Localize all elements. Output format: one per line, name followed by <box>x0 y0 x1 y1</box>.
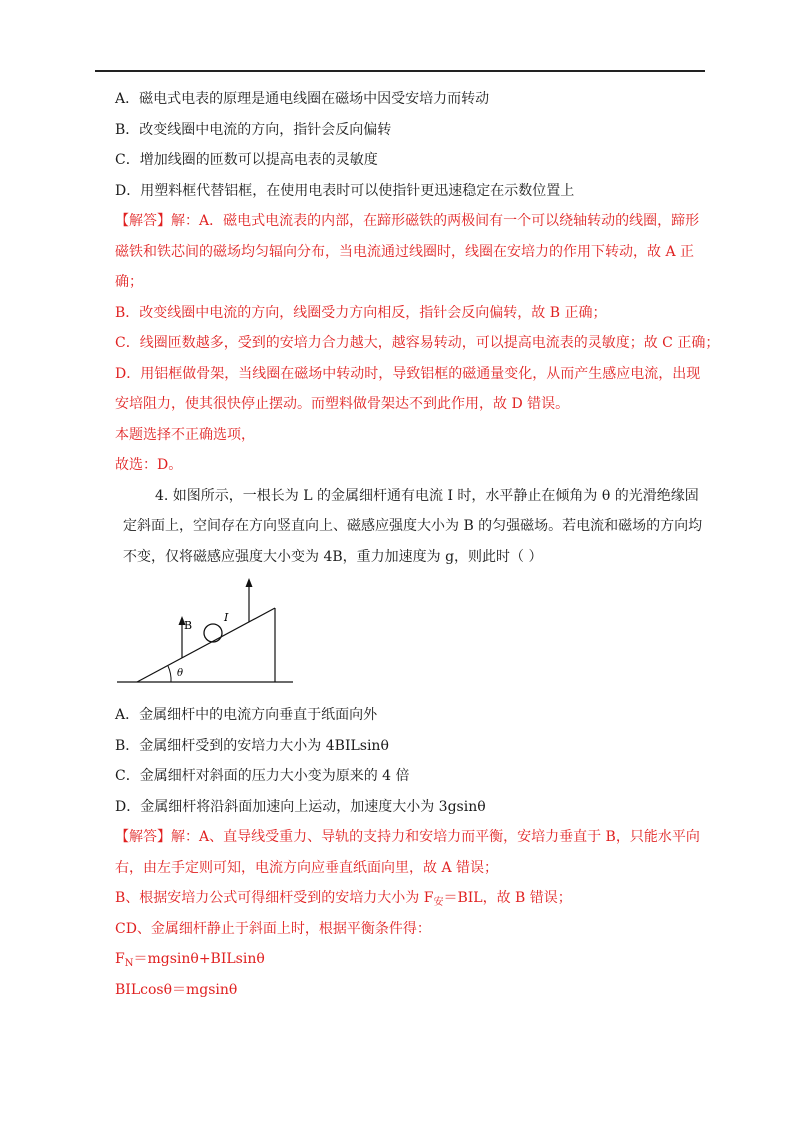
option-a: A．磁电式电表的原理是通电线圈在磁场中因受安培力而转动 <box>115 91 490 107</box>
current-label-i: I <box>224 611 229 624</box>
option-b: B．改变线圈中电流的方向，指针会反向偏转 <box>115 121 392 138</box>
incline-surface <box>137 608 275 682</box>
answer-line: 【解答】解：A、直导线受重力、导轨的支持力和安培力而平衡，安培力垂直于 B，只能水平向 <box>115 829 700 845</box>
equation-line: $F_N=mgsin\theta+BILsin\theta$ <box>115 951 265 969</box>
answer-line: 磁铁和铁芯间的磁场均匀辐向分布，当电流通过线圈时，线圈在安培力的作用下转动，故 A 正 <box>115 243 695 260</box>
theta-label: θ <box>177 668 184 679</box>
answer-line: 安培阻力，使其很快停止摆动。而塑料做骨架达不到此作用，故 D 错误。 <box>115 396 570 412</box>
answer-line: 本题选择不正确选项， <box>115 426 255 443</box>
question-stem: 定斜面上，空间存在方向竖直向上、磁感应强度大小为 B 的匀强磁场。若电流和磁场的方向均 <box>123 518 703 534</box>
answer-line: C．线圈匝数越多，受到的安培力合力越大，越容易转动，可以提高电流表的灵敏度；故 C 正确； <box>115 335 720 351</box>
incline-figure <box>115 578 315 690</box>
answer-line: 右，由左手定则可知，电流方向应垂直纸面向里，故 A 错误； <box>115 859 499 876</box>
angle-arc <box>168 666 171 682</box>
option-c: C．金属细杆对斜面的压力大小变为原来的 4 倍 <box>115 768 410 784</box>
field-label-b: B <box>184 619 193 632</box>
option-b: B．金属细杆受到的安培力大小为 4BILsinθ <box>115 737 389 754</box>
header-rule <box>95 70 705 72</box>
option-a: A．金属细杆中的电流方向垂直于纸面向外 <box>115 707 378 723</box>
arrowhead-icon <box>246 578 253 587</box>
answer-line: B．改变线圈中电流的方向，线圈受力方向相反，指针会反向偏转，故 B 正确； <box>115 304 607 321</box>
equation-line: BILcosθ＝mgsinθ <box>115 981 238 998</box>
answer-line: 确； <box>115 274 143 290</box>
rod-cross-section-icon <box>204 624 222 642</box>
answer-line: B、根据安培力公式可得细杆受到的安培力大小为 $F_安=BIL$，故 B 错误； <box>115 890 572 908</box>
answer-line: CD、金属细杆静止于斜面上时，根据平衡条件得： <box>115 920 431 937</box>
answer-line: 【解答】解：A．磁电式电流表的内部，在蹄形磁铁的两极间有一个可以绕轴转动的线圈，蹄形 <box>115 213 700 229</box>
question-stem: 不变，仅将磁感应强度大小变为 4B，重力加速度为 g，则此时（ ） <box>123 548 543 565</box>
page-content <box>115 90 720 1011</box>
option-d: D．金属细杆将沿斜面加速向上运动，加速度大小为 3gsinθ <box>115 798 486 815</box>
answer-line: D．用铝框做骨架，当线圈在磁场中转动时，导致铝框的磁通量变化，从而产生感应电流，出现 <box>115 365 701 382</box>
answer-tag: 【解答】 <box>115 213 171 229</box>
answer-line: 故选：D。 <box>115 457 183 473</box>
option-d: D．用塑料框代替铝框，在使用电表时可以使指针更迅速稳定在示数位置上 <box>115 182 575 199</box>
option-c: C．增加线圈的匝数可以提高电表的灵敏度 <box>115 152 378 168</box>
incline-diagram <box>115 578 315 690</box>
question-stem: 4. 如图所示，一根长为 L 的金属细杆通有电流 I 时，水平静止在倾角为 θ 的光滑绝缘固 <box>155 487 699 504</box>
answer-tag: 【解答】 <box>115 829 171 845</box>
